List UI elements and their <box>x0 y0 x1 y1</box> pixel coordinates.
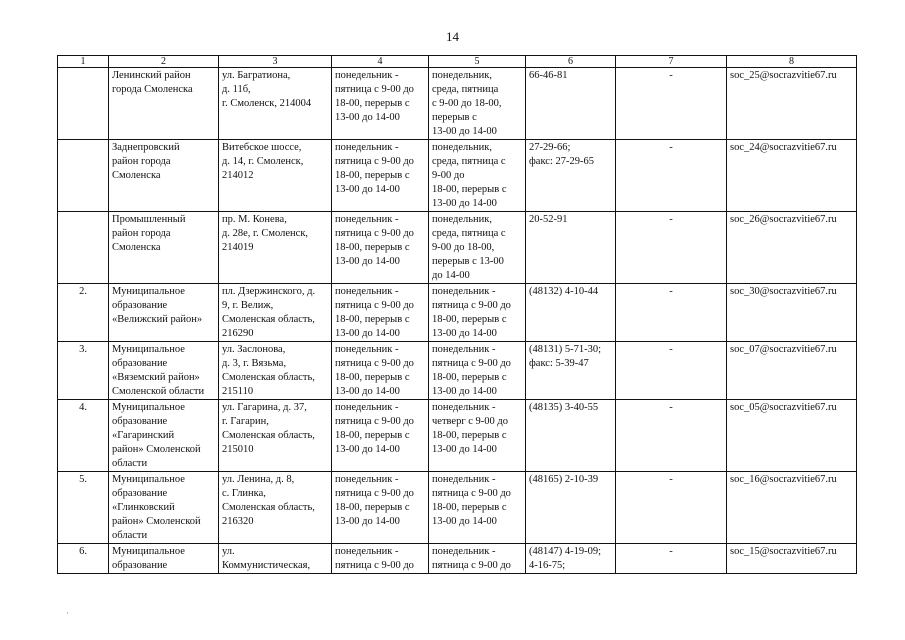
column-7-cell: - <box>616 140 727 212</box>
district-name-cell: Муниципальное образование <box>109 544 219 574</box>
column-7-cell: - <box>616 342 727 400</box>
address-cell: пр. М. Конева, д. 28е, г. Смоленск, 214019 <box>219 212 332 284</box>
email-cell: soc_05@socrazvitie67.ru <box>727 400 857 472</box>
table-row <box>58 400 857 472</box>
email-cell: soc_25@socrazvitie67.ru <box>727 68 857 140</box>
reception-hours-cell: понедельник, среда, пятница с 9-00 до 18-00, перерыв с 13-00 до 14-00 <box>429 140 526 212</box>
header-row <box>58 56 857 68</box>
reception-hours-cell: понедельник, среда, пятница с 9-00 до 18-00, перерыв с 13-00 до 14-00 <box>429 68 526 140</box>
table-row <box>58 472 857 544</box>
row-number-cell <box>58 68 109 140</box>
phone-cell: (48131) 5-71-30; факс: 5-39-47 <box>526 342 616 400</box>
header-cell: 8 <box>727 56 857 68</box>
phone-cell: 27-29-66; факс: 27-29-65 <box>526 140 616 212</box>
header-cell: 2 <box>109 56 219 68</box>
row-number-cell: 6. <box>58 544 109 574</box>
address-cell: ул. Багратиона, д. 11б, г. Смоленск, 214004 <box>219 68 332 140</box>
email-cell: soc_26@socrazvitie67.ru <box>727 212 857 284</box>
district-name-cell: Ленинский район города Смоленска <box>109 68 219 140</box>
row-number-cell: 2. <box>58 284 109 342</box>
row-number-cell <box>58 212 109 284</box>
table-row <box>58 284 857 342</box>
table-row <box>58 140 857 212</box>
header-cell: 4 <box>332 56 429 68</box>
agencies-table <box>57 55 857 574</box>
district-name-cell: Муниципальное образование «Глинковский район» Смоленской области <box>109 472 219 544</box>
email-cell: soc_07@socrazvitie67.ru <box>727 342 857 400</box>
schedule-cell: понедельник - пятница с 9-00 до 18-00, перерыв с 13-00 до 14-00 <box>332 472 429 544</box>
column-7-cell: - <box>616 472 727 544</box>
address-cell: ул. Ленина, д. 8, с. Глинка, Смоленская область, 216320 <box>219 472 332 544</box>
schedule-cell: понедельник - пятница с 9-00 до 18-00, перерыв с 13-00 до 14-00 <box>332 284 429 342</box>
phone-cell: 20-52-91 <box>526 212 616 284</box>
row-number-cell: 5. <box>58 472 109 544</box>
district-name-cell: Муниципальное образование «Гагаринский район» Смоленской области <box>109 400 219 472</box>
row-number-cell: 3. <box>58 342 109 400</box>
reception-hours-cell: понедельник - пятница с 9-00 до 18-00, перерыв с 13-00 до 14-00 <box>429 284 526 342</box>
table-row <box>58 212 857 284</box>
header-cell: 5 <box>429 56 526 68</box>
district-name-cell: Муниципальное образование «Велижский район» <box>109 284 219 342</box>
table-row <box>58 68 857 140</box>
page-number: 14 <box>446 29 459 44</box>
header-cell: 6 <box>526 56 616 68</box>
table-row <box>58 544 857 574</box>
reception-hours-cell: понедельник - четверг с 9-00 до 18-00, перерыв с 13-00 до 14-00 <box>429 400 526 472</box>
row-number-cell: 4. <box>58 400 109 472</box>
address-cell: ул. Гагарина, д. 37, г. Гагарин, Смоленская область, 215010 <box>219 400 332 472</box>
reception-hours-cell: понедельник - пятница с 9-00 до 18-00, перерыв с 13-00 до 14-00 <box>429 342 526 400</box>
column-7-cell: - <box>616 212 727 284</box>
table-row <box>58 342 857 400</box>
phone-cell: (48135) 3-40-55 <box>526 400 616 472</box>
schedule-cell: понедельник - пятница с 9-00 до <box>332 544 429 574</box>
email-cell: soc_30@socrazvitie67.ru <box>727 284 857 342</box>
scan-speck: · <box>66 609 69 618</box>
column-7-cell: - <box>616 284 727 342</box>
phone-cell: (48132) 4-10-44 <box>526 284 616 342</box>
reception-hours-cell: понедельник - пятница с 9-00 до <box>429 544 526 574</box>
header-cell: 1 <box>58 56 109 68</box>
email-cell: soc_24@socrazvitie67.ru <box>727 140 857 212</box>
phone-cell: (48147) 4-19-09; 4-16-75; <box>526 544 616 574</box>
address-cell: Витебское шоссе, д. 14, г. Смоленск, 214012 <box>219 140 332 212</box>
district-name-cell: Муниципальное образование «Вяземский район» Смоленской области <box>109 342 219 400</box>
column-7-cell: - <box>616 68 727 140</box>
district-name-cell: Заднепровский район города Смоленска <box>109 140 219 212</box>
row-number-cell <box>58 140 109 212</box>
column-7-cell: - <box>616 544 727 574</box>
reception-hours-cell: понедельник - пятница с 9-00 до 18-00, перерыв с 13-00 до 14-00 <box>429 472 526 544</box>
schedule-cell: понедельник - пятница с 9-00 до 18-00, перерыв с 13-00 до 14-00 <box>332 342 429 400</box>
email-cell: soc_15@socrazvitie67.ru <box>727 544 857 574</box>
phone-cell: 66-46-81 <box>526 68 616 140</box>
email-cell: soc_16@socrazvitie67.ru <box>727 472 857 544</box>
column-7-cell: - <box>616 400 727 472</box>
header-cell: 7 <box>616 56 727 68</box>
address-cell: ул. Заслонова, д. 3, г. Вязьма, Смоленская область, 215110 <box>219 342 332 400</box>
header-cell: 3 <box>219 56 332 68</box>
district-name-cell: Промышленный район города Смоленска <box>109 212 219 284</box>
schedule-cell: понедельник - пятница с 9-00 до 18-00, перерыв с 13-00 до 14-00 <box>332 400 429 472</box>
address-cell: пл. Дзержинского, д. 9, г. Велиж, Смоленская область, 216290 <box>219 284 332 342</box>
schedule-cell: понедельник - пятница с 9-00 до 18-00, перерыв с 13-00 до 14-00 <box>332 212 429 284</box>
address-cell: ул. Коммунистическая, <box>219 544 332 574</box>
schedule-cell: понедельник - пятница с 9-00 до 18-00, перерыв с 13-00 до 14-00 <box>332 140 429 212</box>
phone-cell: (48165) 2-10-39 <box>526 472 616 544</box>
reception-hours-cell: понедельник, среда, пятница с 9-00 до 18-00, перерыв с 13-00 до 14-00 <box>429 212 526 284</box>
schedule-cell: понедельник - пятница с 9-00 до 18-00, перерыв с 13-00 до 14-00 <box>332 68 429 140</box>
